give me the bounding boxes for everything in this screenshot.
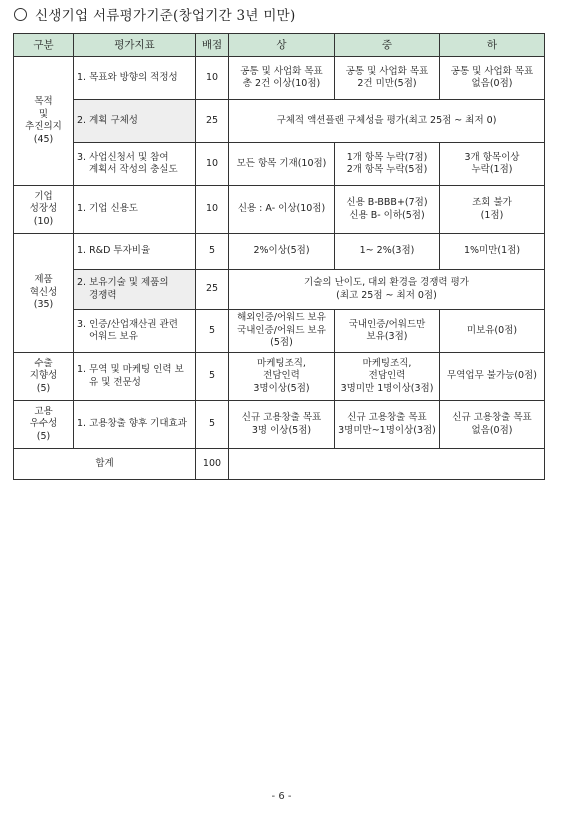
table-row	[14, 143, 545, 186]
mid-cell: 마케팅조직, 전담인력 3명미만 1명이상(3점)	[335, 353, 440, 401]
mid-cell: 공통 및 사업화 목표 2건 미만(5점)	[335, 57, 440, 100]
title-text: 신생기업 서류평가기준(창업기간 3년 미만)	[35, 8, 296, 24]
total-row	[14, 449, 545, 480]
group-innovation: 제품 혁신성 (35)	[14, 234, 74, 353]
total-score: 100	[196, 449, 229, 480]
high-cell: 신규 고용창출 목표 3명 이상(5점)	[229, 401, 335, 449]
high-cell: 해외인증/어워드 보유 국내인증/어워드 보유 (5점)	[229, 310, 335, 353]
page-number: - 6 -	[271, 791, 292, 802]
high-cell: 모든 항목 기재(10점)	[229, 143, 335, 186]
score-cell: 5	[196, 234, 229, 270]
score-cell: 10	[196, 57, 229, 100]
circle-bullet-icon	[14, 8, 27, 21]
indicator-cell: 1. 목표와 방향의 적정성	[74, 57, 196, 100]
total-label: 합계	[14, 449, 196, 480]
mid-cell: 1~ 2%(3점)	[335, 234, 440, 270]
score-cell: 25	[196, 270, 229, 310]
indicator-cell: 1. R&D 투자비율	[74, 234, 196, 270]
group-purpose: 목적 및 추진의지 (45)	[14, 57, 74, 186]
header-category: 구분	[14, 34, 74, 57]
table-row	[14, 401, 545, 449]
indicator-cell: 1. 고용창출 향후 기대효과	[74, 401, 196, 449]
mid-cell: 1개 항목 누락(7점) 2개 항목 누락(5점)	[335, 143, 440, 186]
low-cell: 무역업무 불가능(0점)	[440, 353, 545, 401]
table-row	[14, 100, 545, 143]
score-cell: 5	[196, 310, 229, 353]
table-row	[14, 353, 545, 401]
mid-cell: 신규 고용창출 목표 3명미만~1명이상(3점)	[335, 401, 440, 449]
table-row	[14, 270, 545, 310]
mid-cell: 신용 B-BBB+(7점) 신용 B- 이하(5점)	[335, 186, 440, 234]
indicator-cell: 1. 기업 신용도	[74, 186, 196, 234]
high-cell: 공통 및 사업화 목표 총 2건 이상(10점)	[229, 57, 335, 100]
group-growth: 기업 성장성 (10)	[14, 186, 74, 234]
score-cell: 5	[196, 353, 229, 401]
indicator-cell: 1. 무역 및 마케팅 인력 보 유 및 전문성	[74, 353, 196, 401]
low-cell: 공통 및 사업화 목표 없음(0점)	[440, 57, 545, 100]
low-cell: 미보유(0점)	[440, 310, 545, 353]
table-row	[14, 234, 545, 270]
total-empty-cell	[229, 449, 545, 480]
low-cell: 1%미만(1점)	[440, 234, 545, 270]
high-cell: 2%이상(5점)	[229, 234, 335, 270]
indicator-cell: 3. 인증/산업재산권 관련 어워드 보유	[74, 310, 196, 353]
indicator-cell: 2. 계획 구체성	[74, 100, 196, 143]
high-cell: 마케팅조직, 전담인력 3명이상(5점)	[229, 353, 335, 401]
merged-criteria-cell: 기술의 난이도, 대외 환경을 경쟁력 평가 (최고 25점 ~ 최저 0점)	[229, 270, 545, 310]
score-cell: 10	[196, 143, 229, 186]
low-cell: 조회 불가 (1점)	[440, 186, 545, 234]
indicator-cell: 3. 사업신청서 및 참여 계획서 작성의 충실도	[74, 143, 196, 186]
low-cell: 3개 항목이상 누락(1점)	[440, 143, 545, 186]
merged-criteria-cell: 구체적 액션플랜 구체성을 평가(최고 25점 ~ 최저 0)	[229, 100, 545, 143]
low-cell: 신규 고용창출 목표 없음(0점)	[440, 401, 545, 449]
table-row	[14, 186, 545, 234]
header-high: 상	[229, 34, 335, 57]
evaluation-table	[13, 33, 545, 480]
score-cell: 25	[196, 100, 229, 143]
group-export: 수출 지향성 (5)	[14, 353, 74, 401]
header-mid: 중	[335, 34, 440, 57]
header-row	[14, 34, 545, 57]
header-score: 배점	[196, 34, 229, 57]
indicator-cell: 2. 보유기술 및 제품의 경쟁력	[74, 270, 196, 310]
group-employment: 고용 우수성 (5)	[14, 401, 74, 449]
high-cell: 신용 : A- 이상(10점)	[229, 186, 335, 234]
score-cell: 10	[196, 186, 229, 234]
section-title	[14, 4, 554, 24]
mid-cell: 국내인증/어워드만 보유(3점)	[335, 310, 440, 353]
score-cell: 5	[196, 401, 229, 449]
table-row	[14, 57, 545, 100]
header-low: 하	[440, 34, 545, 57]
table-row	[14, 310, 545, 353]
header-indicator: 평가지표	[74, 34, 196, 57]
